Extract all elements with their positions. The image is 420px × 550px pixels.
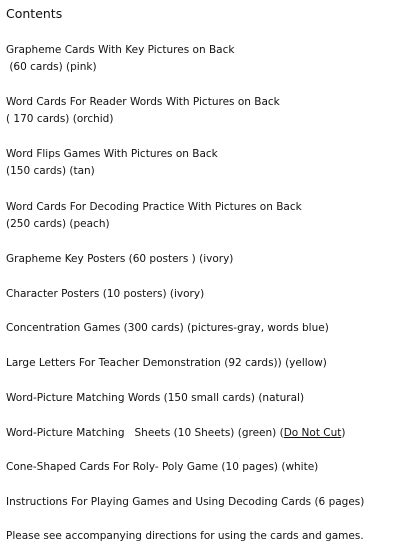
item-title: Large Letters For Teacher Demonstration (92 cards)) (yellow)	[6, 357, 327, 369]
footer-text: Please see accompanying directions for using the cards and games.	[6, 530, 364, 542]
item-title: Grapheme Key Posters (60 posters ) (ivory)	[6, 253, 234, 265]
item-title: Cone-Shaped Cards For Roly- Poly Game (10 pages) (white)	[6, 461, 319, 473]
item-title: Word Cards For Reader Words With Pictures on Back	[6, 96, 280, 108]
contents-item	[6, 355, 327, 372]
item-title	[6, 425, 345, 442]
item-title: Word-Picture Matching Words (150 small cards) (natural)	[6, 392, 305, 404]
contents-item	[6, 94, 280, 128]
item-details: (60 cards) (pink)	[6, 61, 97, 73]
item-title: Character Posters (10 posters) (ivory)	[6, 288, 205, 300]
contents-item	[6, 320, 329, 337]
item-title: Word Flips Games With Pictures on Back	[6, 148, 218, 160]
contents-item	[6, 251, 233, 268]
do-not-cut-note: Do Not Cut	[283, 427, 342, 439]
item-title: Word Cards For Decoding Practice With Pictures on Back	[6, 201, 302, 213]
contents-item	[6, 286, 204, 303]
contents-item	[6, 42, 234, 76]
item-title-prefix: Word-Picture Matching Sheets (10 Sheets) (green) (	[6, 427, 284, 439]
contents-item	[6, 390, 304, 407]
item-title: Grapheme Cards With Key Pictures on Back	[6, 44, 235, 56]
contents-item	[6, 459, 318, 476]
item-title-suffix: )	[341, 427, 346, 439]
contents-item	[6, 494, 364, 511]
contents-item	[6, 425, 345, 442]
footer-note	[6, 528, 364, 545]
item-details: (150 cards) (tan)	[6, 165, 95, 177]
item-title: Instructions For Playing Games and Using Decoding Cards (6 pages)	[6, 496, 365, 508]
item-details: ( 170 cards) (orchid)	[6, 113, 114, 125]
item-title: Concentration Games (300 cards) (pictures-gray, words blue)	[6, 322, 329, 334]
page-title: Contents	[6, 6, 63, 21]
contents-item	[6, 199, 302, 233]
contents-item	[6, 146, 218, 180]
item-details: (250 cards) (peach)	[6, 218, 110, 230]
